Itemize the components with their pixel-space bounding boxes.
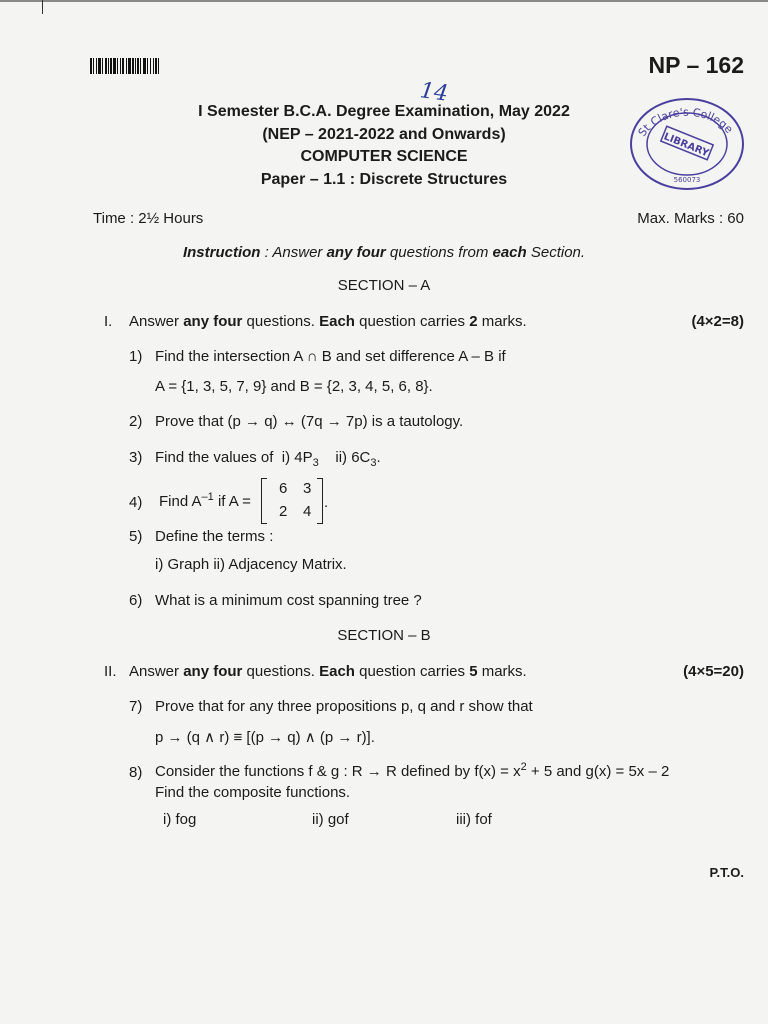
section-a-roman: I. bbox=[104, 313, 113, 330]
handwritten-mark: 14 bbox=[418, 78, 450, 107]
max-marks: Max. Marks : 60 bbox=[637, 210, 744, 227]
superscript: –1 bbox=[201, 491, 214, 503]
question-1-number: 1) bbox=[129, 348, 143, 365]
matrix-a bbox=[261, 478, 323, 524]
time-allowed: Time : 2½ Hours bbox=[93, 210, 204, 227]
text-fragment: Each bbox=[319, 313, 355, 330]
text-fragment: questions. bbox=[242, 313, 320, 330]
text-fragment: Each bbox=[319, 663, 355, 680]
barcode bbox=[90, 58, 192, 74]
section-b-roman: II. bbox=[104, 663, 117, 680]
instruction-bold-2: each bbox=[492, 244, 527, 261]
question-8-number: 8) bbox=[129, 764, 143, 781]
text-fragment: if A = bbox=[213, 493, 251, 510]
question-2-text: Prove that (p → q) ↔ (7q → 7p) is a tautology. bbox=[155, 413, 464, 430]
corner-tick-mark bbox=[42, 0, 43, 14]
question-4-end: . bbox=[324, 494, 329, 511]
question-5-line-1: Define the terms : bbox=[155, 528, 274, 545]
question-8-option-3: iii) fof bbox=[456, 811, 492, 828]
svg-text:LIBRARY: LIBRARY bbox=[661, 131, 711, 160]
text-fragment: question carries bbox=[354, 313, 470, 330]
text-fragment: Find A bbox=[159, 493, 202, 510]
subscript: 3 bbox=[312, 457, 319, 469]
question-4-text bbox=[159, 491, 251, 510]
text-fragment: 2 bbox=[469, 313, 478, 330]
question-5-line-2: i) Graph ii) Adjacency Matrix. bbox=[155, 556, 347, 573]
question-6-number: 6) bbox=[129, 592, 143, 609]
instruction-text-2: questions from bbox=[385, 244, 493, 261]
scheme-line: (NEP – 2021-2022 and Onwards) bbox=[262, 126, 506, 143]
text-fragment: Answer bbox=[129, 313, 184, 330]
paper-code: NP – 162 bbox=[648, 52, 744, 78]
text-fragment: + 5 and g(x) = 5x – 2 bbox=[526, 763, 670, 780]
text-fragment: Consider the functions f & g : R → R defined by f(x) = x bbox=[155, 763, 521, 780]
matrix-cell: 2 bbox=[279, 503, 288, 520]
question-7-line-1: Prove that for any three propositions p, q and r show that bbox=[155, 698, 533, 715]
top-edge-rule bbox=[0, 0, 768, 2]
text-fragment: any four bbox=[183, 663, 243, 680]
question-7-line-2: p → (q ∧ r) ≡ [(p → q) ∧ (p → r)]. bbox=[155, 729, 375, 746]
superscript: 2 bbox=[520, 761, 527, 773]
instruction-bold-1: any four bbox=[326, 244, 386, 261]
text-fragment: Find the values of i) 4P bbox=[155, 449, 313, 466]
text-fragment: ii) 6C bbox=[318, 449, 371, 466]
question-8-line-2: Find the composite functions. bbox=[155, 784, 351, 801]
section-a-marks: (4×2=8) bbox=[691, 313, 744, 330]
matrix-cell: 6 bbox=[279, 480, 288, 497]
text-fragment: Answer bbox=[129, 663, 184, 680]
page-turn-note: P.T.O. bbox=[709, 865, 744, 880]
text-fragment: question carries bbox=[354, 663, 470, 680]
exam-title: I Semester B.C.A. Degree Examination, May 2022 bbox=[198, 103, 570, 120]
section-b-instruction bbox=[129, 663, 527, 680]
instruction-label: Instruction bbox=[182, 244, 261, 261]
paper-line: Paper – 1.1 : Discrete Structures bbox=[260, 171, 508, 188]
section-a-title: SECTION – A bbox=[337, 277, 431, 294]
svg-text:560073: 560073 bbox=[673, 176, 701, 184]
right-bracket bbox=[317, 478, 323, 524]
left-bracket bbox=[261, 478, 267, 524]
svg-text:St Clare's College: St Clare's College bbox=[635, 105, 736, 139]
question-5-number: 5) bbox=[129, 528, 143, 545]
section-b-marks: (4×5=20) bbox=[683, 663, 744, 680]
question-3-number: 3) bbox=[129, 449, 143, 466]
question-1-line-1: Find the intersection A ∩ B and set difference A – B if bbox=[155, 348, 506, 365]
text-fragment: questions. bbox=[242, 663, 320, 680]
subscript: 3 bbox=[370, 457, 377, 469]
text-fragment: any four bbox=[183, 313, 243, 330]
section-a-instruction bbox=[129, 313, 527, 330]
section-b-title: SECTION – B bbox=[337, 627, 431, 644]
question-3-text bbox=[155, 449, 381, 469]
instruction-text-3: Section. bbox=[526, 244, 586, 261]
question-4-number: 4) bbox=[129, 494, 143, 511]
text-fragment: 5 bbox=[469, 663, 478, 680]
question-8-line-1 bbox=[155, 761, 669, 780]
instruction-text-1: : Answer bbox=[260, 244, 327, 261]
question-7-number: 7) bbox=[129, 698, 143, 715]
text-fragment: marks. bbox=[477, 663, 527, 680]
text-fragment: . bbox=[376, 449, 381, 466]
question-1-line-2: A = {1, 3, 5, 7, 9} and B = {2, 3, 4, 5, 6, 8}. bbox=[155, 378, 433, 395]
instruction-line bbox=[0, 244, 768, 261]
text-fragment: marks. bbox=[477, 313, 527, 330]
matrix-cell: 3 bbox=[303, 480, 312, 497]
question-6-text: What is a minimum cost spanning tree ? bbox=[155, 592, 422, 609]
matrix-cell: 4 bbox=[303, 503, 312, 520]
question-2-number: 2) bbox=[129, 413, 143, 430]
question-8-option-2: ii) gof bbox=[312, 811, 349, 828]
question-8-option-1: i) fog bbox=[163, 811, 197, 828]
subject-line: COMPUTER SCIENCE bbox=[300, 148, 468, 165]
